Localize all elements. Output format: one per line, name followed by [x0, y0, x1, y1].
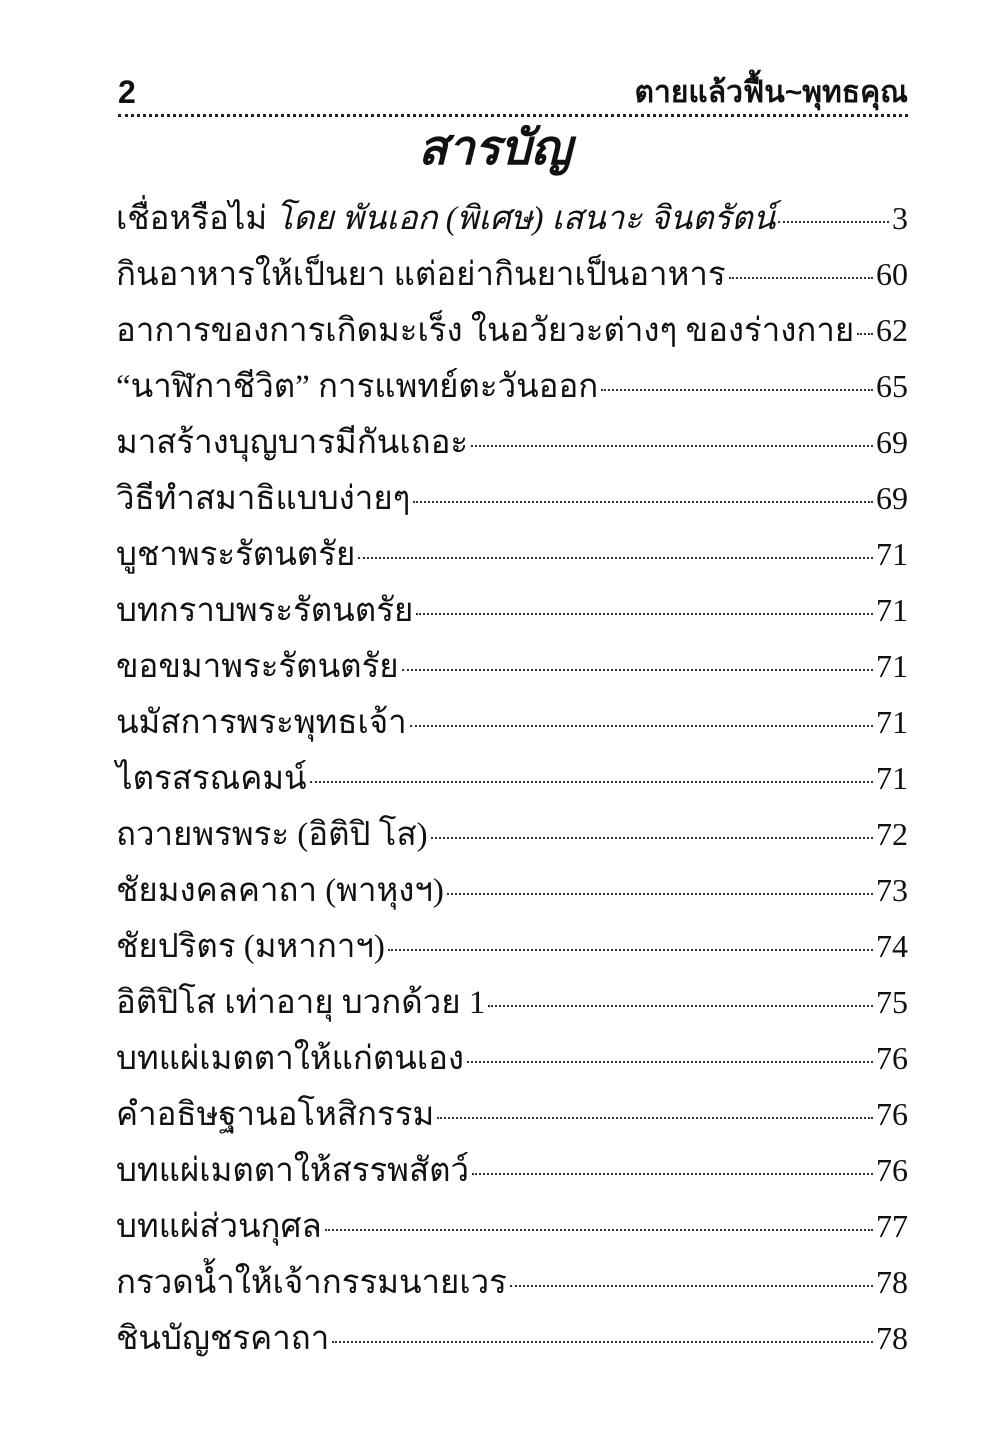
dot-leader: [729, 277, 873, 279]
toc-entry-page-number: 75: [876, 984, 908, 1020]
dot-leader: [431, 837, 873, 839]
toc-entry-title: มาสร้างบุญบารมีกันเถอะ: [116, 425, 469, 461]
toc-entry-title: อาการของการเกิดมะเร็ง ในอวัยวะต่างๆ ของร่างกาย: [116, 313, 855, 349]
toc-entry-page-number: 71: [876, 704, 908, 740]
toc-entry-title: “นาฬิกาชีวิต” การแพทย์ตะวันออก: [116, 369, 599, 405]
toc-entry: [116, 974, 908, 1030]
toc-entry-title: คำอธิษฐานอโหสิกรรม: [116, 1097, 435, 1133]
toc-entry-text: [116, 863, 444, 919]
dot-leader: [332, 1341, 873, 1343]
dot-leader: [857, 333, 873, 335]
toc-entry-title: ขอขมาพระรัตนตรัย: [116, 649, 399, 685]
table-of-contents: [116, 190, 908, 1366]
toc-entry-title: เชื่อหรือไม่: [116, 201, 276, 237]
running-title: ตายแล้วฟื้น~พุทธคุณ: [634, 76, 908, 109]
toc-entry-text: [116, 1311, 329, 1367]
toc-entry: [116, 750, 908, 806]
toc-entry-title: ถวายพรพระ (อิติปิ โส): [116, 817, 428, 853]
toc-entry-title: บูชาพระรัตนตรัย: [116, 537, 356, 573]
toc-entry: [116, 1030, 908, 1086]
toc-entry-page-number: 78: [876, 1320, 908, 1356]
toc-entry-text: [116, 359, 598, 415]
toc-entry-text: [116, 807, 428, 863]
toc-entry-text: [116, 527, 355, 583]
toc-entry: [116, 1198, 908, 1254]
dot-leader: [510, 1285, 873, 1287]
toc-entry-page-number: 65: [876, 368, 908, 404]
toc-entry-page-number: 60: [876, 256, 908, 292]
toc-entry-title: บทแผ่ส่วนกุศล: [116, 1209, 322, 1245]
toc-entry-text: [116, 191, 775, 247]
toc-entry-text: [116, 583, 413, 639]
toc-entry: [116, 862, 908, 918]
toc-entry-text: [116, 1199, 322, 1255]
dot-leader: [601, 389, 873, 391]
toc-entry-title: บทกราบพระรัตนตรัย: [116, 593, 414, 629]
toc-entry-page-number: 74: [876, 928, 908, 964]
toc-entry: [116, 526, 908, 582]
toc-entry: [116, 302, 908, 358]
toc-entry-text: [116, 1087, 434, 1143]
toc-entry-text: [116, 1031, 464, 1087]
dot-leader: [310, 781, 873, 783]
toc-entry-title: บทแผ่เมตตาให้แก่ตนเอง: [116, 1041, 465, 1077]
toc-entry: [116, 1086, 908, 1142]
toc-entry-text: [116, 415, 468, 471]
dot-leader: [471, 445, 873, 447]
dot-leader: [437, 1117, 873, 1119]
dot-leader: [402, 669, 873, 671]
toc-entry-title: ชินบัญชรคาถา: [116, 1321, 330, 1357]
toc-entry-page-number: 71: [876, 648, 908, 684]
toc-entry-title: กรวดน้ำให้เจ้ากรรมนายเวร: [116, 1265, 507, 1301]
toc-entry-page-number: 71: [876, 536, 908, 572]
toc-entry: [116, 414, 908, 470]
toc-entry: [116, 1254, 908, 1310]
toc-entry-text: [116, 1255, 507, 1311]
toc-entry-page-number: 69: [876, 480, 908, 516]
toc-entry-title: ชัยมงคลคาถา (พาหุงฯ): [116, 873, 444, 909]
toc-entry-page-number: 71: [876, 592, 908, 628]
toc-entry-page-number: 72: [876, 816, 908, 852]
toc-entry-text: [116, 919, 385, 975]
toc-entry-title: ไตรสรณคมน์: [116, 761, 307, 797]
toc-entry-title: วิธีทำสมาธิแบบง่ายๆ: [116, 481, 411, 517]
toc-entry-title: กินอาหารให้เป็นยา แต่อย่ากินยาเป็นอาหาร: [116, 257, 726, 293]
dot-leader: [388, 949, 873, 951]
dot-leader: [472, 1173, 873, 1175]
toc-entry-page-number: 3: [892, 200, 908, 236]
dot-leader: [413, 501, 873, 503]
toc-entry: [116, 470, 908, 526]
dot-leader: [778, 221, 889, 223]
toc-entry-page-number: 78: [876, 1264, 908, 1300]
toc-entry-page-number: 76: [876, 1096, 908, 1132]
toc-entry-author: โดย พันเอก (พิเศษ) เสนาะ จินตรัตน์: [275, 201, 776, 237]
toc-entry: [116, 638, 908, 694]
toc-entry: [116, 582, 908, 638]
toc-entry-page-number: 73: [876, 872, 908, 908]
toc-entry-page-number: 71: [876, 760, 908, 796]
dot-leader: [416, 613, 873, 615]
dot-leader: [325, 1229, 873, 1231]
dot-leader: [358, 557, 873, 559]
toc-entry-text: [116, 751, 307, 807]
toc-entry: [116, 1310, 908, 1366]
toc-entry: [116, 1142, 908, 1198]
toc-entry-text: [116, 303, 854, 359]
toc-entry-text: [116, 1143, 469, 1199]
toc-entry-text: [116, 247, 726, 303]
toc-entry-text: [116, 695, 407, 751]
toc-entry: [116, 806, 908, 862]
toc-entry-page-number: 77: [876, 1208, 908, 1244]
toc-entry-title: อิติปิโส เท่าอายุ บวกด้วย 1: [116, 985, 486, 1021]
toc-entry-text: [116, 975, 485, 1031]
toc-entry-title: ชัยปริตร (มหากาฯ): [116, 929, 385, 965]
toc-entry-title: นมัสการพระพุทธเจ้า: [116, 705, 407, 741]
toc-entry: [116, 918, 908, 974]
dot-leader: [467, 1061, 873, 1063]
toc-entry: [116, 358, 908, 414]
page-number: 2: [118, 74, 136, 110]
toc-entry: [116, 190, 908, 246]
toc-heading: สารบัญ: [418, 120, 572, 176]
dot-leader: [447, 893, 873, 895]
toc-entry-page-number: 76: [876, 1152, 908, 1188]
toc-entry-title: บทแผ่เมตตาให้สรรพสัตว์: [116, 1153, 470, 1189]
page-header: [118, 62, 908, 117]
toc-entry-page-number: 76: [876, 1040, 908, 1076]
toc-entry-text: [116, 471, 410, 527]
dot-leader: [410, 725, 873, 727]
toc-entry: [116, 694, 908, 750]
toc-entry-text: [116, 639, 399, 695]
toc-entry: [116, 246, 908, 302]
toc-entry-page-number: 69: [876, 424, 908, 460]
toc-entry-page-number: 62: [876, 312, 908, 348]
dot-leader: [488, 1005, 873, 1007]
